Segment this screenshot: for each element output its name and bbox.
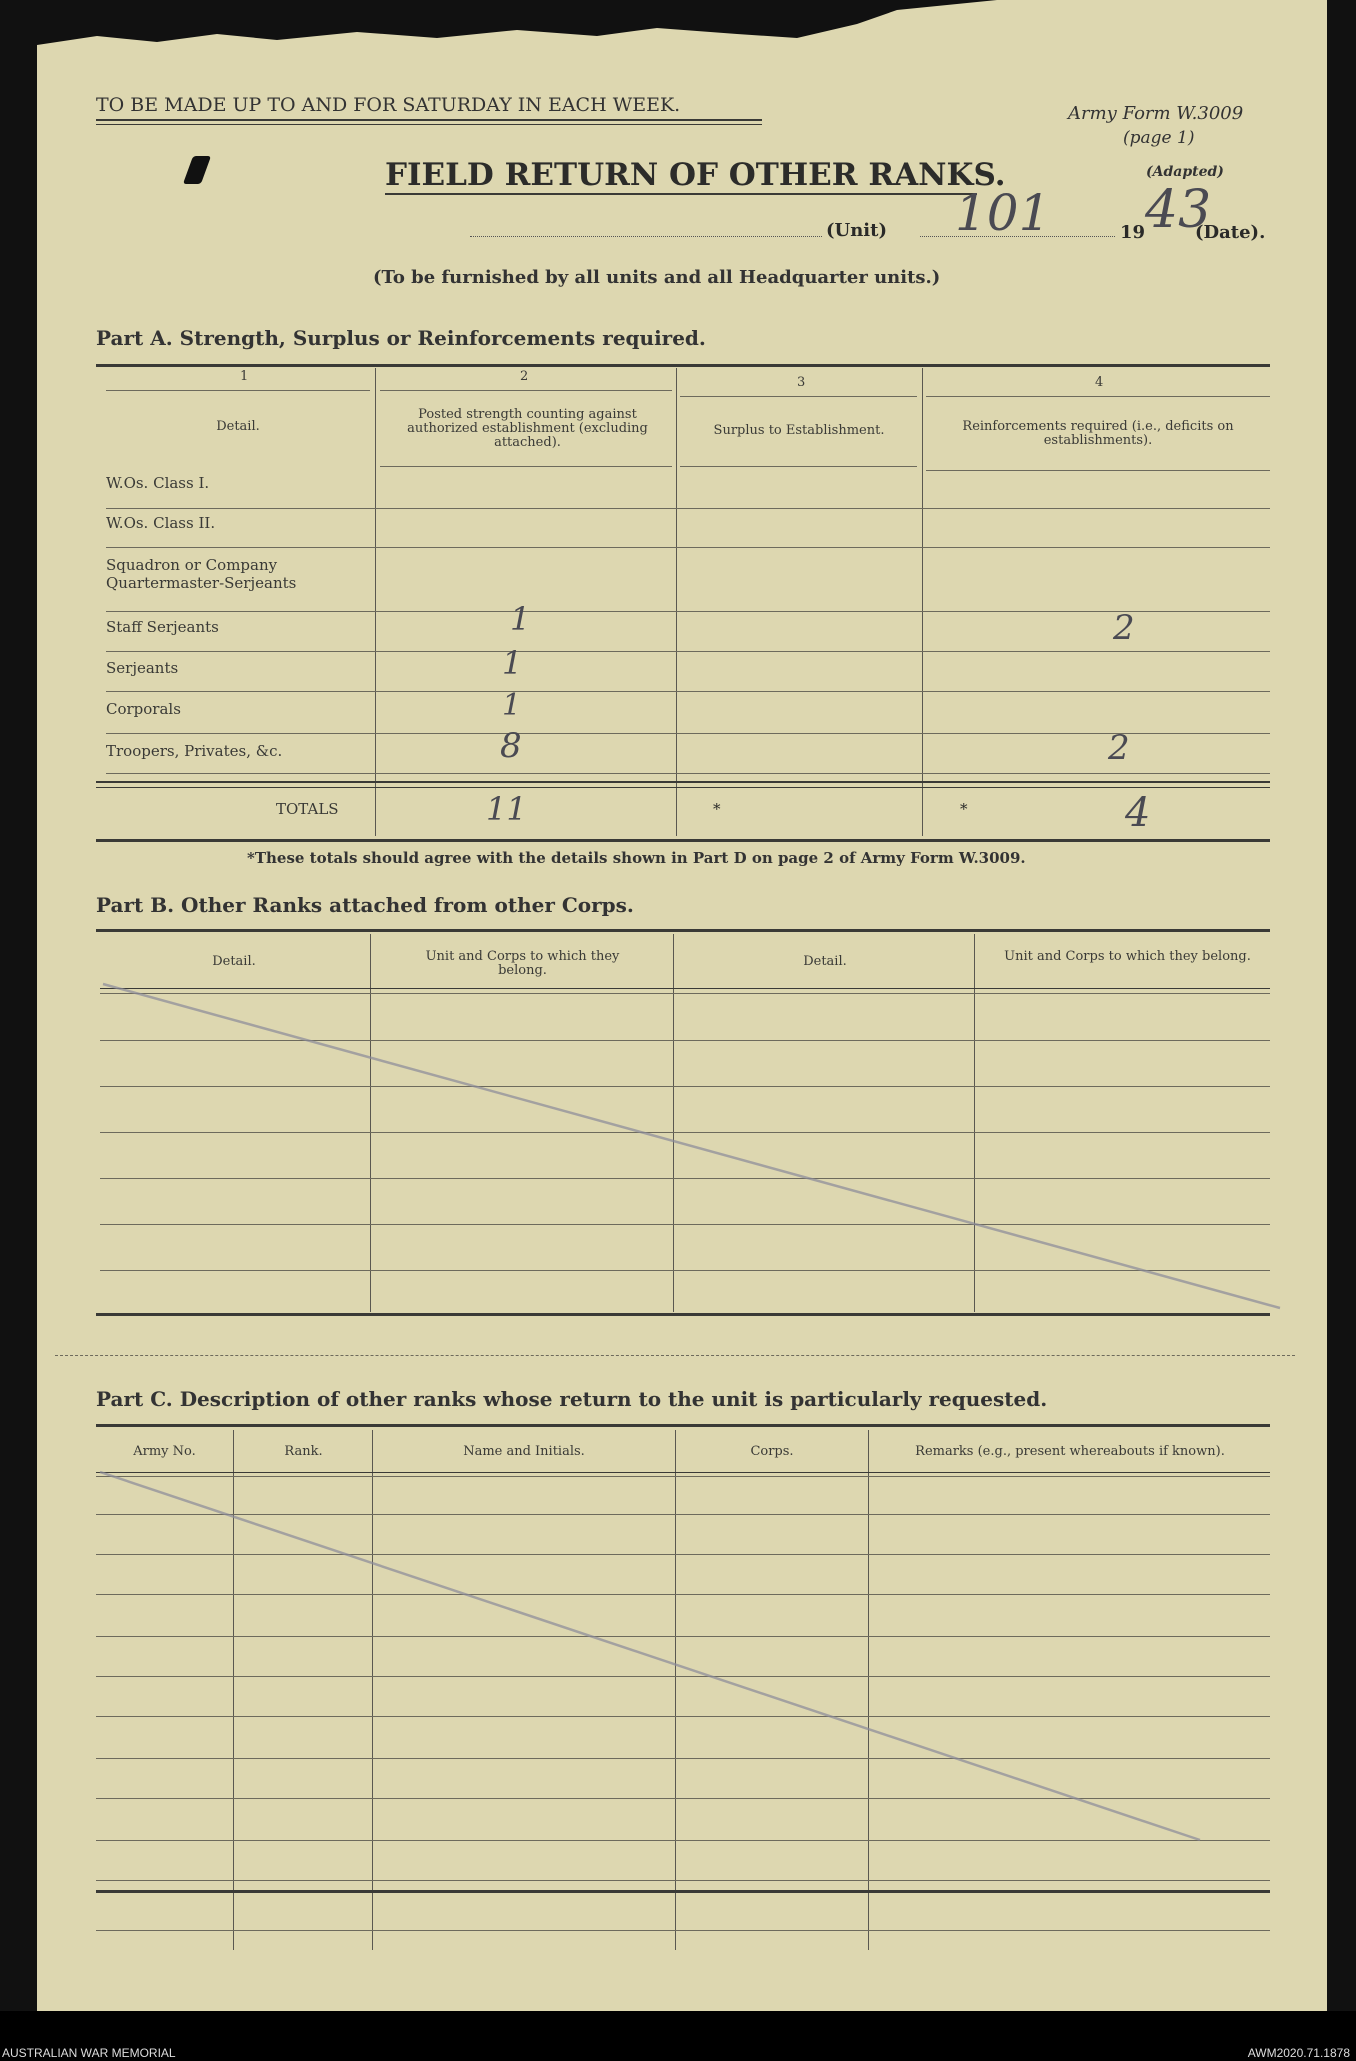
col-number-4: 4: [1095, 375, 1104, 390]
form-number: Army Form W.3009: [1068, 103, 1244, 124]
row-label-wo1: W.Os. Class I.: [106, 474, 210, 492]
col-header-detail: Detail.: [216, 419, 260, 434]
row-label-serjeants: Serjeants: [106, 659, 179, 677]
part-b-header-detail-2: Detail.: [803, 954, 847, 969]
reinforcements-staff-serjeants: 2: [1113, 608, 1135, 648]
totals-reinforcements: 4: [1125, 790, 1151, 836]
part-b-header-unit-2: Unit and Corps to which they belong.: [1004, 949, 1251, 964]
col-header-posted: Posted strength counting against authorized establishment (excluding attached).: [407, 407, 648, 450]
part-c-header-rank: Rank.: [284, 1444, 323, 1459]
totals-label: TOTALS: [276, 800, 339, 818]
part-c-cancel-stroke: [0, 1460, 1356, 1880]
part-c-title: Part C. Description of other ranks whose return to the unit is particularly requested.: [96, 1387, 1048, 1411]
row-label-corporals: Corporals: [106, 700, 181, 718]
page-title: FIELD RETURN OF OTHER RANKS.: [385, 157, 1006, 193]
totals-posted: 11: [486, 790, 527, 828]
footer-bar: [0, 2011, 1356, 2061]
footer-right: AWM2020.71.1878: [1247, 2046, 1350, 2060]
subtitle: (To be furnished by all units and all Headquarter units.): [373, 267, 941, 288]
col-number-2: 2: [520, 369, 529, 384]
reinforcements-troopers: 2: [1108, 728, 1130, 768]
part-c-header-remarks: Remarks (e.g., present whereabouts if known).: [915, 1444, 1225, 1459]
row-label-troopers: Troopers, Privates, &c.: [106, 742, 283, 760]
part-c-header-army-no: Army No.: [133, 1444, 196, 1459]
footer-left: AUSTRALIAN WAR MEMORIAL: [2, 2046, 176, 2060]
totals-surplus-asterisk: *: [713, 800, 721, 818]
part-a-footnote: *These totals should agree with the details shown in Part D on page 2 of Army Form W.3009.: [247, 849, 1026, 867]
part-b-title: Part B. Other Ranks attached from other Corps.: [96, 893, 634, 917]
date-label: (Date).: [1195, 222, 1266, 243]
page-number: (page 1): [1123, 128, 1195, 148]
torn-edge: [37, 0, 1327, 60]
col-header-surplus: Surplus to Establishment.: [713, 423, 885, 438]
col-header-reinforcements: Reinforcements required (i.e., deficits on establishments).: [962, 419, 1234, 448]
totals-reinforcements-asterisk: *: [960, 800, 968, 818]
unit-value: 101: [955, 184, 1051, 242]
part-b-header-detail-1: Detail.: [212, 954, 256, 969]
year-value: 43: [1145, 180, 1212, 240]
unit-label: (Unit): [826, 220, 887, 241]
year-prefix: 19: [1120, 222, 1146, 243]
col-number-3: 3: [797, 375, 806, 390]
instruction-text: TO BE MADE UP TO AND FOR SATURDAY IN EACH WEEK.: [96, 94, 681, 116]
part-a-title: Part A. Strength, Surplus or Reinforcements required.: [96, 326, 706, 350]
col-number-1: 1: [240, 369, 249, 384]
row-label-wo2: W.Os. Class II.: [106, 514, 216, 532]
part-c-header-corps: Corps.: [750, 1444, 794, 1459]
posted-corporals: 1: [502, 688, 522, 723]
posted-troopers: 8: [500, 726, 522, 766]
row-label-cqms: Squadron or Company Quartermaster-Serjeants: [106, 556, 297, 592]
posted-serjeants: 1: [502, 644, 523, 682]
adapted-label: (Adapted): [1146, 164, 1224, 180]
part-c-header-name: Name and Initials.: [463, 1444, 585, 1459]
posted-staff-serjeants: 1: [510, 600, 531, 638]
part-b-cancel-stroke: [0, 960, 1356, 1360]
row-label-staff-serjeants: Staff Serjeants: [106, 618, 219, 636]
part-b-header-unit-1: Unit and Corps to which they belong.: [425, 949, 620, 978]
